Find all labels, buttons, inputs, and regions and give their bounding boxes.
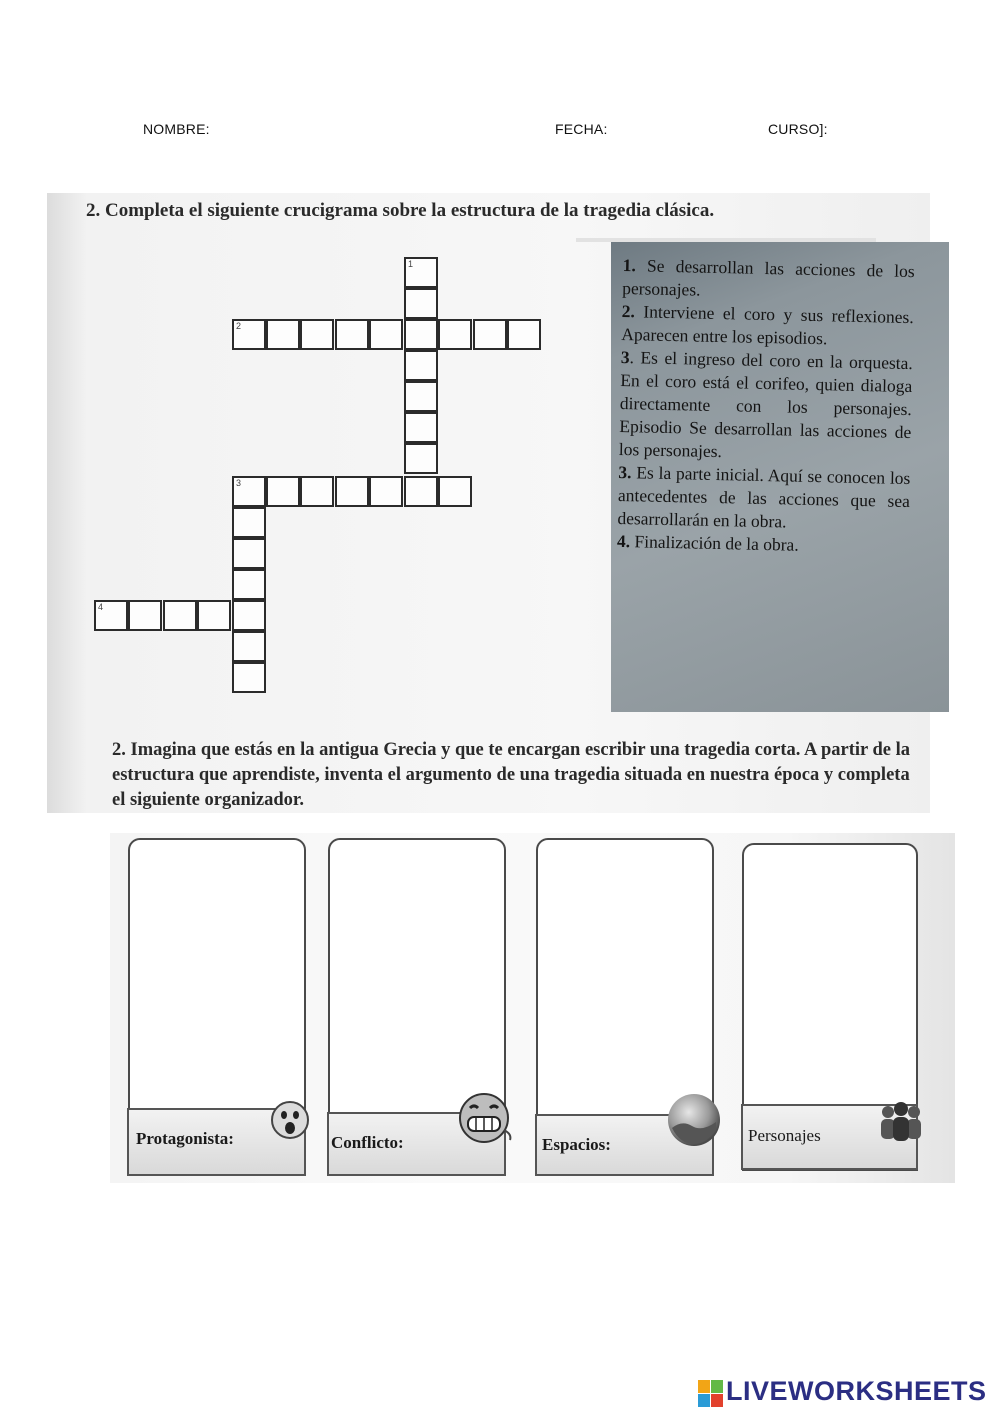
crossword-cell[interactable] (473, 319, 507, 350)
cell-number: 4 (98, 602, 104, 612)
crossword-cell[interactable] (300, 476, 334, 507)
crossword-cell[interactable] (404, 350, 438, 381)
crossword-cell[interactable] (369, 319, 403, 350)
liveworksheets-brand[interactable]: LIVEWORKSHEETS (726, 1376, 987, 1406)
crossword-cell[interactable] (404, 443, 438, 474)
nombre-label: NOMBRE: (143, 121, 210, 137)
crossword-cell[interactable] (438, 476, 472, 507)
clue-item: 1. Se desarrollan las acciones de los personajes. (622, 254, 915, 300)
cell-number: 3 (236, 478, 242, 488)
group-people-icon (874, 1100, 928, 1144)
crossword-cell[interactable] (232, 319, 266, 350)
question-2-heading: 2. Imagina que estás en la antigua Grecia y que te encargan escribir una tragedia corta. A partir de la estructura que aprendiste, inventa el argumento de una tragedia situada en nuestra época y completa el siguiente organizador. (112, 740, 911, 810)
crossword-cell[interactable] (438, 319, 472, 350)
crossword-cell[interactable] (232, 631, 266, 662)
crossword-cell[interactable] (300, 319, 334, 350)
crossword-cell[interactable] (94, 600, 128, 631)
crossword-cell[interactable] (404, 381, 438, 412)
card-label: Conflicto: (331, 1133, 404, 1152)
globe-icon (666, 1090, 722, 1150)
crossword-cell[interactable] (197, 600, 231, 631)
crossword-cell[interactable] (404, 412, 438, 443)
scared-face-icon (270, 1098, 310, 1142)
clue-item: 4. Finalización de la obra. (616, 530, 799, 555)
clue-item: 3. Es el ingreso del coro en la orquesta. En el coro está el corifeo, quien dialoga directamente con los personajes. Episodio Se desarrollan las acciones de los personajes. (618, 346, 913, 462)
crossword-cell[interactable] (232, 600, 266, 631)
crossword-cell[interactable] (163, 600, 197, 631)
crossword-cell[interactable] (128, 600, 162, 631)
crossword-cell[interactable] (335, 319, 369, 350)
curso-label: CURSO]: (768, 121, 828, 137)
crossword-cell[interactable] (404, 319, 438, 350)
cell-number: 1 (408, 259, 414, 269)
crossword-cell[interactable] (232, 569, 266, 600)
card-label: Protagonista: (136, 1129, 234, 1148)
crossword-cell[interactable] (507, 319, 541, 350)
card-label: Espacios: (542, 1135, 611, 1154)
crossword-cell[interactable] (232, 662, 266, 693)
crossword-cell[interactable] (335, 476, 369, 507)
crossword-cell[interactable] (369, 476, 403, 507)
fecha-label: FECHA: (555, 121, 608, 137)
crossword-cell[interactable] (232, 538, 266, 569)
clues-panel (611, 242, 949, 712)
crossword-cell[interactable] (266, 476, 300, 507)
crossword-cell[interactable] (404, 257, 438, 288)
crossword-cell[interactable] (266, 319, 300, 350)
clues-list (617, 254, 915, 559)
question-1-heading: 2. Completa el siguiente crucigrama sobre la estructura de la tragedia clásica. (86, 200, 715, 221)
clue-item: 2. Interviene el coro y sus reflexiones. Aparecen entre los episodios. (621, 300, 914, 349)
crossword-cell[interactable] (232, 507, 266, 538)
clue-item: 3. Es la parte inicial. Aquí se conocen los antecedentes de las acciones que sea desarrollarán en la obra. (617, 461, 911, 532)
cell-number: 2 (236, 321, 242, 331)
liveworksheets-logo-icon (698, 1378, 724, 1410)
crossword-cell[interactable] (404, 476, 438, 507)
crossword-cell[interactable] (404, 288, 438, 319)
card-label: Personajes (748, 1126, 821, 1145)
crossword-cell[interactable] (232, 476, 266, 507)
grinning-face-icon (458, 1090, 518, 1146)
